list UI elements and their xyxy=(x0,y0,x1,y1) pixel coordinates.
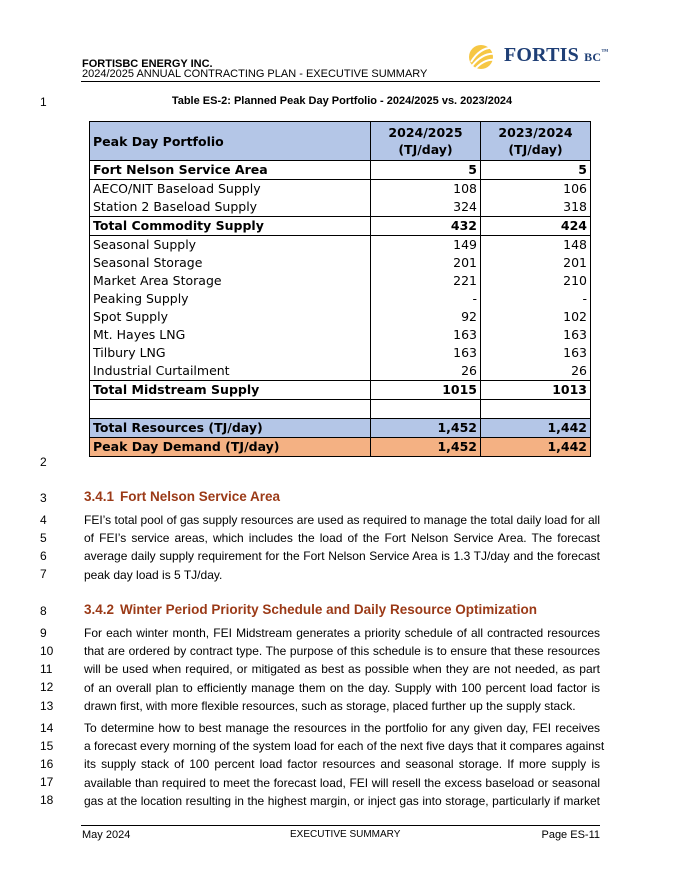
text-line: gas at the location resulting in the highest margin, or inject gas into storage, particularly if market xyxy=(84,793,600,808)
table-row-total-resources xyxy=(90,419,591,438)
row-value-2024: 163 xyxy=(371,326,481,344)
table-row xyxy=(90,198,591,217)
section-heading-fort-nelson: 3.4.1 Fort Nelson Service Area xyxy=(84,489,281,504)
text-line: drawn first, with more flexible resources, such as storage, placed further up the supply stack. xyxy=(84,698,576,713)
column-header-2024-2025: 2024/2025 (TJ/day) xyxy=(371,122,481,161)
line-number: 6 xyxy=(40,549,47,563)
table-row xyxy=(90,254,591,272)
row-value-2023: 318 xyxy=(481,198,591,217)
line-number: 11 xyxy=(40,662,53,676)
table-caption: Table ES-2: Planned Peak Day Portfolio - 2024/2025 vs. 2023/2024 xyxy=(171,95,513,107)
row-label: Industrial Curtailment xyxy=(90,362,371,381)
row-label: AECO/NIT Baseload Supply xyxy=(90,180,371,199)
column-header-portfolio: Peak Day Portfolio xyxy=(90,122,371,161)
table-row xyxy=(90,308,591,326)
row-label: Total Commodity Supply xyxy=(90,217,371,236)
line-number: 7 xyxy=(40,567,47,581)
row-value-2023: 1,442 xyxy=(481,438,591,457)
text-line: FEI’s total pool of gas supply resources are used as required to manage the total daily load for all xyxy=(84,513,600,527)
row-value-2024: 92 xyxy=(371,308,481,326)
row-value-2024: 221 xyxy=(371,272,481,290)
row-value-2023: 163 xyxy=(481,326,591,344)
peak-day-portfolio-table xyxy=(89,121,591,457)
row-value-2023: 5 xyxy=(481,161,591,180)
logo-trademark: ™ xyxy=(601,47,609,56)
logo-wordmark: FORTIS xyxy=(504,44,579,66)
line-number: 2 xyxy=(40,455,47,469)
row-value-2023: 1,442 xyxy=(481,419,591,438)
fortis-bc-logo xyxy=(468,42,609,70)
footer-section: EXECUTIVE SUMMARY xyxy=(290,829,401,840)
row-value-2024: 5 xyxy=(371,161,481,180)
row-label: Station 2 Baseload Supply xyxy=(90,198,371,217)
section-heading-winter-period: 3.4.2 Winter Period Priority Schedule and Daily Resource Optimization xyxy=(84,602,537,617)
line-number: 15 xyxy=(40,739,54,753)
header-company: FORTISBC ENERGY INC. xyxy=(82,58,213,70)
line-number: 10 xyxy=(40,644,54,658)
table-row xyxy=(90,272,591,290)
footer-date: May 2024 xyxy=(82,829,131,841)
line-number: 9 xyxy=(40,626,47,640)
row-value-2023: 102 xyxy=(481,308,591,326)
header-rule xyxy=(81,81,600,82)
row-value-2024: 201 xyxy=(371,254,481,272)
row-value-2023: 26 xyxy=(481,362,591,381)
table-row-total xyxy=(90,381,591,400)
line-number: 17 xyxy=(40,775,54,789)
row-label: Spot Supply xyxy=(90,308,371,326)
row-value-2023: 106 xyxy=(481,180,591,199)
paragraph-priority-schedule xyxy=(84,624,600,715)
spacer-cell xyxy=(481,400,591,419)
row-value-2024: 1015 xyxy=(371,381,481,400)
text-line: a forecast every morning of the system load for each of the next five days that it compares against xyxy=(84,739,605,754)
header-plan-title: 2024/2025 ANNUAL CONTRACTING PLAN - EXECUTIVE SUMMARY xyxy=(82,68,428,80)
line-number: 14 xyxy=(40,721,54,735)
text-line: of FEI’s service areas, which includes the load of the Fort Nelson Service Area. The forecast xyxy=(84,531,600,546)
row-value-2024: 26 xyxy=(371,362,481,381)
text-line: average daily supply requirement for the Fort Nelson Service Area is 1.3 TJ/day and the forecast xyxy=(84,549,600,564)
table-row-spacer xyxy=(90,400,591,419)
sunburst-icon xyxy=(468,42,498,70)
text-line: that are ordered by contract type. The purpose of this schedule is to ensure that these resources xyxy=(84,644,600,659)
row-value-2024: 324 xyxy=(371,198,481,217)
row-value-2023: - xyxy=(481,290,591,308)
row-label: Seasonal Supply xyxy=(90,236,371,255)
line-number: 1 xyxy=(40,95,47,109)
footer-rule xyxy=(81,825,600,826)
row-label: Mt. Hayes LNG xyxy=(90,326,371,344)
line-number: 13 xyxy=(40,699,54,713)
text-line: of an overall plan to efficiently manage them on the day. Supply with 100 percent load factor is xyxy=(84,680,600,695)
row-value-2023: 201 xyxy=(481,254,591,272)
row-value-2023: 424 xyxy=(481,217,591,236)
table-header-row xyxy=(90,122,591,161)
logo-suffix: BC xyxy=(584,50,602,64)
table-row xyxy=(90,290,591,308)
text-line: For each winter month, FEI Midstream generates a priority schedule of all contracted resources xyxy=(84,626,600,640)
text-line: peak day load is 5 TJ/day. xyxy=(84,567,223,582)
table-row xyxy=(90,344,591,362)
row-value-2023: 1013 xyxy=(481,381,591,400)
row-value-2024: 108 xyxy=(371,180,481,199)
row-label: Fort Nelson Service Area xyxy=(90,161,371,180)
table-row xyxy=(90,236,591,255)
line-number: 18 xyxy=(40,793,54,807)
line-number: 12 xyxy=(40,680,54,694)
paragraph-fort-nelson xyxy=(84,511,600,584)
line-number: 16 xyxy=(40,757,54,771)
row-label: Market Area Storage xyxy=(90,272,371,290)
row-value-2024: 1,452 xyxy=(371,419,481,438)
line-number: 3 xyxy=(40,491,47,505)
row-value-2024: 149 xyxy=(371,236,481,255)
table-row xyxy=(90,180,591,199)
spacer-cell xyxy=(371,400,481,419)
text-line: its supply stack of 100 percent load factor resources and seasonal storage. If more supply is xyxy=(84,757,600,772)
row-value-2023: 163 xyxy=(481,344,591,362)
column-header-2023-2024: 2023/2024 (TJ/day) xyxy=(481,122,591,161)
table-row-peak-day-demand xyxy=(90,438,591,457)
row-label: Total Resources (TJ/day) xyxy=(90,419,371,438)
row-value-2024: 1,452 xyxy=(371,438,481,457)
row-value-2023: 210 xyxy=(481,272,591,290)
row-label: Peaking Supply xyxy=(90,290,371,308)
line-number: 5 xyxy=(40,531,47,545)
row-label: Total Midstream Supply xyxy=(90,381,371,400)
row-value-2024: 163 xyxy=(371,344,481,362)
spacer-cell xyxy=(90,400,371,419)
paragraph-daily-optimization xyxy=(84,719,605,810)
line-number: 8 xyxy=(40,604,47,618)
footer-page-number: Page ES-11 xyxy=(541,829,600,841)
line-number: 4 xyxy=(40,513,47,527)
row-label: Tilbury LNG xyxy=(90,344,371,362)
table-row xyxy=(90,362,591,381)
table-row xyxy=(90,161,591,180)
row-value-2023: 148 xyxy=(481,236,591,255)
text-line: available than required to meet the forecast load, FEI will resell the excess baseload or seasonal xyxy=(84,775,600,790)
text-line: will be used when required, or mitigated as best as possible when they are not needed, as part xyxy=(84,662,600,677)
row-value-2024: 432 xyxy=(371,217,481,236)
row-label: Peak Day Demand (TJ/day) xyxy=(90,438,371,457)
text-line: To determine how to best manage the resources in the portfolio for any given day, FEI receives xyxy=(84,721,600,735)
row-value-2024: - xyxy=(371,290,481,308)
row-label: Seasonal Storage xyxy=(90,254,371,272)
table-row-total xyxy=(90,217,591,236)
table-row xyxy=(90,326,591,344)
